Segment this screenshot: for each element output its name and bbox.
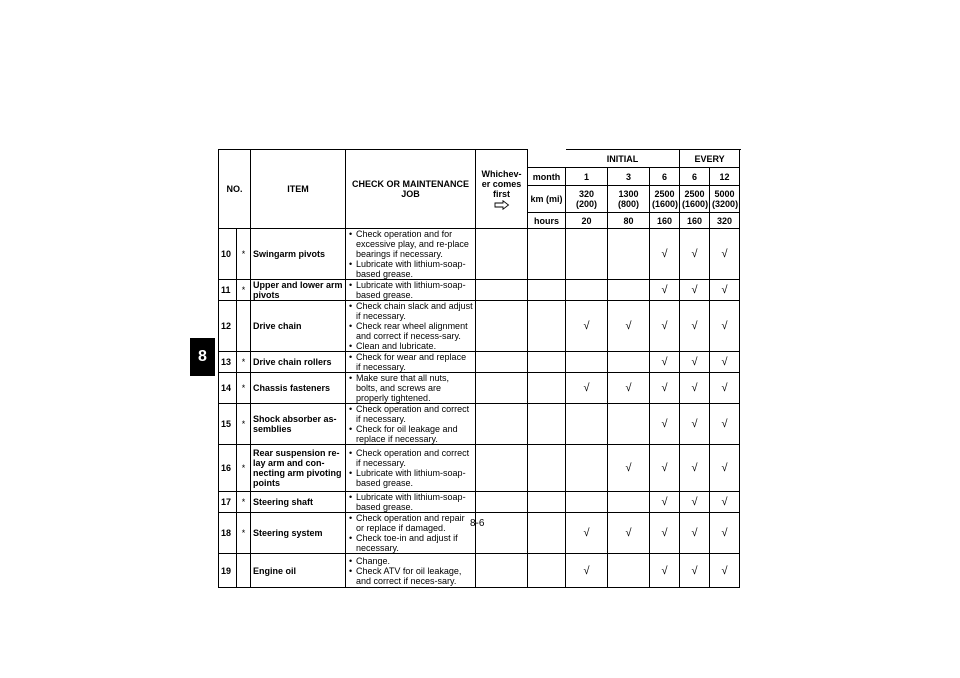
job-item: • Lubricate with lithium-soap-based grease.: [348, 468, 473, 488]
row-number: 15: [219, 404, 237, 445]
km-value: 5000 (3200): [710, 186, 740, 213]
row-item: Rear suspension re-lay arm and con-necting arm pivoting points: [251, 445, 346, 492]
arrow-right-icon: [494, 200, 510, 210]
row-interval-blank: [528, 352, 566, 373]
table-row: [219, 554, 740, 588]
km-label: km (mi): [528, 186, 566, 213]
check-empty: [566, 445, 608, 492]
check-mark: √: [710, 229, 740, 280]
km-value: 2500 (1600): [680, 186, 710, 213]
job-item: • Change.: [348, 556, 473, 566]
check-mark: √: [680, 404, 710, 445]
check-mark: √: [680, 445, 710, 492]
table-row: [219, 352, 740, 373]
row-interval-blank: [528, 373, 566, 404]
row-item: Chassis fasteners: [251, 373, 346, 404]
check-empty: [608, 492, 650, 513]
row-number: 14: [219, 373, 237, 404]
check-mark: √: [608, 513, 650, 554]
row-star: *: [237, 404, 251, 445]
check-mark: √: [608, 445, 650, 492]
check-mark: √: [680, 280, 710, 301]
hours-value: 20: [566, 213, 608, 229]
header-every: EVERY: [680, 150, 740, 168]
hours-value: 80: [608, 213, 650, 229]
job-item: • Check toe-in and adjust if necessary.: [348, 533, 473, 553]
check-empty: [566, 352, 608, 373]
table-row: [219, 229, 740, 280]
check-empty: [566, 404, 608, 445]
header-item: ITEM: [251, 150, 346, 229]
hours-label: hours: [528, 213, 566, 229]
job-item: • Check operation and correct if necessary.: [348, 404, 473, 424]
check-mark: √: [710, 492, 740, 513]
row-number: 18: [219, 513, 237, 554]
row-job: [346, 352, 476, 373]
month-value: 6: [650, 168, 680, 186]
row-interval-blank: [528, 513, 566, 554]
check-mark: √: [566, 301, 608, 352]
check-mark: √: [710, 373, 740, 404]
check-mark: √: [680, 492, 710, 513]
table-row: [219, 404, 740, 445]
job-item: • Check operation and correct if necessary.: [348, 448, 473, 468]
header-blank: [528, 150, 566, 168]
row-item: Engine oil: [251, 554, 346, 588]
km-value: 1300 (800): [608, 186, 650, 213]
row-whichever: [476, 373, 528, 404]
header-whichever-label: Whichev-er comes first: [481, 168, 522, 199]
row-interval-blank: [528, 492, 566, 513]
row-item: Steering system: [251, 513, 346, 554]
check-mark: √: [710, 280, 740, 301]
check-empty: [566, 492, 608, 513]
check-empty: [566, 280, 608, 301]
check-mark: √: [650, 445, 680, 492]
hours-value: 320: [710, 213, 740, 229]
check-mark: √: [710, 404, 740, 445]
row-whichever: [476, 280, 528, 301]
check-mark: √: [566, 554, 608, 588]
row-whichever: [476, 445, 528, 492]
check-mark: √: [680, 301, 710, 352]
row-job: [346, 280, 476, 301]
header-no: NO.: [219, 150, 251, 229]
row-interval-blank: [528, 404, 566, 445]
check-mark: √: [680, 513, 710, 554]
row-job: [346, 554, 476, 588]
check-mark: √: [650, 513, 680, 554]
check-mark: √: [710, 445, 740, 492]
check-mark: √: [650, 352, 680, 373]
job-item: • Check operation and for excessive play, and re-place bearings if necessary.: [348, 229, 473, 259]
header-whichever: [476, 150, 528, 229]
row-star: *: [237, 445, 251, 492]
check-mark: √: [608, 373, 650, 404]
check-mark: √: [680, 554, 710, 588]
row-job: [346, 373, 476, 404]
check-mark: √: [650, 280, 680, 301]
month-value: 3: [608, 168, 650, 186]
check-mark: √: [650, 492, 680, 513]
row-number: 10: [219, 229, 237, 280]
check-mark: √: [566, 373, 608, 404]
row-star: *: [237, 352, 251, 373]
job-item: • Check chain slack and adjust if necessary.: [348, 301, 473, 321]
row-interval-blank: [528, 280, 566, 301]
job-item: • Check for wear and replace if necessary.: [348, 352, 473, 372]
table-row: [219, 373, 740, 404]
row-job: [346, 229, 476, 280]
row-number: 12: [219, 301, 237, 352]
row-whichever: [476, 404, 528, 445]
check-mark: √: [650, 554, 680, 588]
month-label: month: [528, 168, 566, 186]
row-item: Shock absorber as-semblies: [251, 404, 346, 445]
row-number: 17: [219, 492, 237, 513]
row-star: [237, 301, 251, 352]
check-mark: √: [566, 513, 608, 554]
job-item: • Make sure that all nuts, bolts, and screws are properly tightened.: [348, 373, 473, 403]
check-mark: √: [680, 373, 710, 404]
check-mark: √: [680, 229, 710, 280]
row-number: 19: [219, 554, 237, 588]
table-row: [219, 301, 740, 352]
row-job: [346, 445, 476, 492]
check-mark: √: [650, 404, 680, 445]
maintenance-rows: [219, 229, 740, 588]
row-item: Steering shaft: [251, 492, 346, 513]
row-whichever: [476, 229, 528, 280]
row-star: *: [237, 229, 251, 280]
check-empty: [608, 280, 650, 301]
check-mark: √: [710, 301, 740, 352]
km-value: 320 (200): [566, 186, 608, 213]
row-item: Upper and lower arm pivots: [251, 280, 346, 301]
row-item: Swingarm pivots: [251, 229, 346, 280]
row-interval-blank: [528, 301, 566, 352]
check-empty: [608, 352, 650, 373]
row-star: [237, 554, 251, 588]
job-item: • Lubricate with lithium-soap-based grease.: [348, 259, 473, 279]
row-job: [346, 301, 476, 352]
row-interval-blank: [528, 229, 566, 280]
check-mark: √: [710, 352, 740, 373]
row-whichever: [476, 352, 528, 373]
table-row: [219, 445, 740, 492]
month-value: 1: [566, 168, 608, 186]
row-number: 16: [219, 445, 237, 492]
job-item: • Check for oil leakage and replace if necessary.: [348, 424, 473, 444]
section-tab: 8: [190, 338, 215, 376]
check-empty: [566, 229, 608, 280]
row-job: [346, 492, 476, 513]
check-mark: √: [650, 373, 680, 404]
table-row: [219, 492, 740, 513]
row-item: Drive chain rollers: [251, 352, 346, 373]
row-number: 11: [219, 280, 237, 301]
row-number: 13: [219, 352, 237, 373]
check-mark: √: [608, 301, 650, 352]
hours-value: 160: [680, 213, 710, 229]
hours-value: 160: [650, 213, 680, 229]
check-empty: [608, 404, 650, 445]
job-item: • Lubricate with lithium-soap-based grease.: [348, 280, 473, 300]
row-whichever: [476, 492, 528, 513]
check-mark: √: [710, 554, 740, 588]
row-star: *: [237, 280, 251, 301]
row-item: Drive chain: [251, 301, 346, 352]
check-mark: √: [650, 229, 680, 280]
check-empty: [608, 554, 650, 588]
km-value: 2500 (1600): [650, 186, 680, 213]
row-job: [346, 404, 476, 445]
row-star: *: [237, 513, 251, 554]
row-job: [346, 513, 476, 554]
row-interval-blank: [528, 445, 566, 492]
table-row: [219, 280, 740, 301]
job-item: • Lubricate with lithium-soap-based grease.: [348, 492, 473, 512]
month-value: 12: [710, 168, 740, 186]
job-item: • Check operation and repair or replace if damaged.: [348, 513, 473, 533]
row-interval-blank: [528, 554, 566, 588]
job-item: • Clean and lubricate.: [348, 341, 473, 351]
row-star: *: [237, 373, 251, 404]
check-empty: [608, 229, 650, 280]
check-mark: √: [710, 513, 740, 554]
check-mark: √: [650, 301, 680, 352]
check-mark: √: [680, 352, 710, 373]
job-item: • Check rear wheel alignment and correct if necess-sary.: [348, 321, 473, 341]
row-whichever: [476, 554, 528, 588]
header-job: CHECK OR MAINTENANCE JOB: [346, 150, 476, 229]
job-item: • Check ATV for oil leakage, and correct if neces-sary.: [348, 566, 473, 586]
row-whichever: [476, 301, 528, 352]
month-value: 6: [680, 168, 710, 186]
page-number: 8-6: [470, 518, 485, 529]
header-initial: INITIAL: [566, 150, 680, 168]
row-star: *: [237, 492, 251, 513]
